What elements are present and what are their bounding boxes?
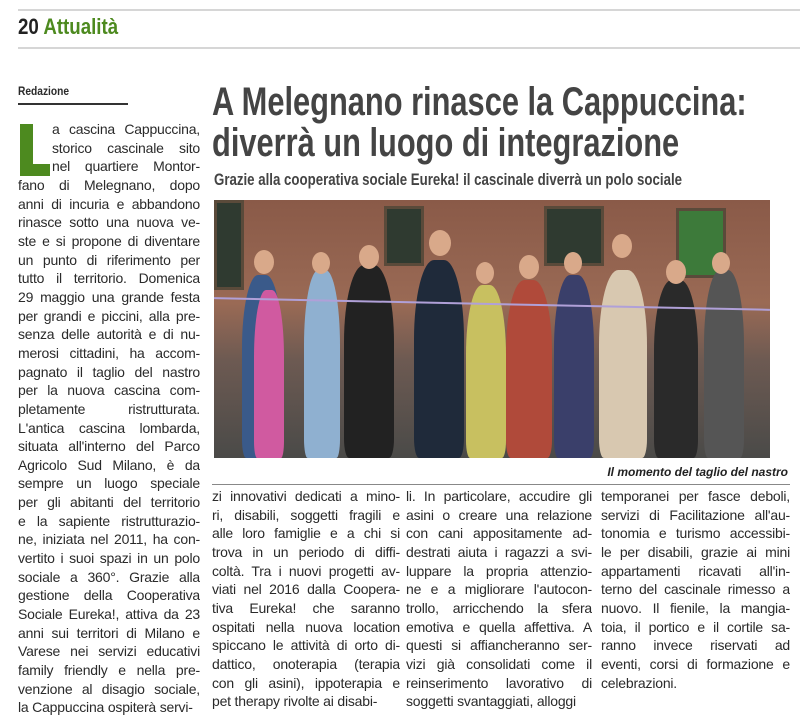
text-line: storico cascinale sito bbox=[52, 139, 200, 156]
text-line: gestione della Cooperativa bbox=[18, 587, 200, 604]
caption-rule bbox=[212, 484, 790, 485]
text-line: alle loro famiglie e a chi si bbox=[212, 525, 400, 542]
text-line: sempre un luogo speciale bbox=[18, 475, 200, 492]
text-line: nuovo. Il fienile, la mangia- bbox=[601, 599, 790, 616]
text-line: terno del cascinale rimesso a bbox=[601, 581, 790, 598]
article-column-2 bbox=[212, 487, 400, 711]
text-line: coltà. Tra i nuovi progetti av- bbox=[212, 562, 400, 579]
text-line: le per disabili, grazie ai mini bbox=[601, 543, 790, 560]
text-line: li. In particolare, accudire gli bbox=[406, 488, 592, 504]
text-line: viati nel 2016 dalla Coopera- bbox=[212, 581, 400, 598]
text-line: rinasce sotto una nuova ve- bbox=[18, 214, 200, 231]
text-line: Sociale Eureka!, attiva da 23 bbox=[18, 606, 200, 623]
text-line: dattico, onoterapia (terapia bbox=[212, 655, 400, 672]
text-line: ospitati nella nuova location bbox=[212, 618, 400, 635]
byline-text: Redazione bbox=[18, 84, 70, 98]
text-line: e la sapiente ristrutturazio- bbox=[18, 512, 200, 529]
text-line: eventi, corsi di formazione e bbox=[601, 655, 790, 672]
top-rule bbox=[18, 9, 800, 11]
text-line: pletamente ristrutturata. bbox=[18, 400, 200, 417]
text-line: ne e a migliorare l'autocon- bbox=[406, 581, 592, 598]
text-line: per grandi e piccini, alla pre- bbox=[18, 307, 200, 324]
page-header bbox=[18, 14, 118, 40]
text-line: senza delle autorità e di nu- bbox=[18, 326, 200, 343]
text-line: tutto il territorio. Domenica bbox=[18, 270, 200, 287]
text-line: situata all'interno del Parco bbox=[18, 438, 200, 455]
text-line: zi innovativi dedicati a mino- bbox=[212, 488, 400, 504]
page-number: 20 bbox=[18, 14, 39, 39]
text-line: family friendly e nella pre- bbox=[18, 662, 200, 679]
text-line: destrati aiuta i ragazzi a svi- bbox=[406, 543, 592, 560]
text-line: servizi di Facilitazione all'au- bbox=[601, 506, 790, 523]
text-line: venzione al disagio sociale, bbox=[18, 680, 200, 697]
text-line: spiccano le attività di orto di- bbox=[212, 637, 400, 654]
text-line: sociale a 360°. Grazie alla bbox=[18, 568, 200, 585]
text-line: con gli asini), ippoterapia e bbox=[212, 674, 400, 691]
headline-line: diverrà un luogo di integrazione bbox=[212, 121, 680, 165]
text-line: pagnato il taglio del nastro bbox=[18, 363, 200, 380]
text-line: ne, iniziata nel 2011, ha con- bbox=[18, 531, 200, 548]
text-line: per gli abitanti del territorio bbox=[18, 494, 200, 511]
article-column-4 bbox=[601, 487, 790, 692]
text-line: anni sui territori di Milano e bbox=[18, 624, 200, 641]
text-line: temporanei per fasce deboli, bbox=[601, 488, 790, 504]
text-line: trova in un periodo di diffi- bbox=[212, 543, 400, 560]
article-photo bbox=[214, 200, 770, 458]
section-title: Attualità bbox=[43, 14, 119, 39]
article-column-3 bbox=[406, 487, 592, 711]
text-line: trollo, arricchendo la sfera bbox=[406, 599, 592, 616]
text-line: reinserimento lavorativo di bbox=[406, 674, 592, 691]
text-line: asini o creare una relazione bbox=[406, 506, 592, 523]
text-line: L'antica cascina lombarda, bbox=[18, 419, 200, 436]
text-line: per la nuova cascina com- bbox=[18, 382, 200, 399]
text-line: nel quartiere Montor- bbox=[52, 158, 200, 175]
text-line: Varese nei servizi educativi bbox=[18, 643, 200, 660]
text-line: tonomia e turismo accessibi- bbox=[601, 525, 790, 542]
headline bbox=[212, 82, 747, 164]
text-line: fano di Melegnano, dopo bbox=[18, 176, 200, 193]
header-rule bbox=[18, 47, 800, 49]
text-line: ri, disabili, soggetti fragili e bbox=[212, 506, 400, 523]
text-line: merosi cittadini, ha accom- bbox=[18, 344, 200, 361]
text-line: ste e si propone di diventare bbox=[18, 232, 200, 249]
text-line: emotiva e quella affettiva. A bbox=[406, 618, 592, 635]
text-line: un punto di riferimento per bbox=[18, 251, 200, 268]
text-line: anni di incuria e abbandono bbox=[18, 195, 200, 212]
text-line: Agricolo Sud Milano, è da bbox=[18, 456, 200, 473]
headline-line: A Melegnano rinasce la Cappuccina: bbox=[212, 80, 747, 124]
photo-caption: Il momento del taglio del nastro bbox=[607, 465, 788, 479]
text-line: appartamenti ricavati all'in- bbox=[601, 562, 790, 579]
text-line: a cascina Cappuccina, bbox=[52, 121, 200, 137]
text-line: vizi già consolidati come il bbox=[406, 655, 592, 672]
text-line: celebrazioni. bbox=[601, 674, 677, 691]
text-line: toia, il portico e il cortile sa- bbox=[601, 618, 790, 635]
text-line: la Cappuccina ospiterà servi- bbox=[18, 699, 193, 716]
subheadline: Grazie alla cooperativa sociale Eureka! il cascinale diverrà un polo sociale bbox=[214, 170, 682, 189]
byline bbox=[18, 84, 128, 105]
text-line: luppare la propria attenzio- bbox=[406, 562, 592, 579]
text-line: vertito i suoi spazi in un polo bbox=[18, 550, 200, 567]
article-column-1 bbox=[18, 120, 200, 717]
text-line: tiva Eureka! che saranno bbox=[212, 599, 400, 616]
text-line: soggetti svantaggiati, alloggi bbox=[406, 693, 576, 710]
text-line: questi si affiancheranno ser- bbox=[406, 637, 592, 654]
text-line: con cani appositamente ad- bbox=[406, 525, 592, 542]
text-line: ranno invece riservati ad bbox=[601, 637, 790, 654]
text-line: 29 maggio una grande festa bbox=[18, 288, 200, 305]
text-line: pet therapy rivolte ai disabi- bbox=[212, 693, 378, 710]
